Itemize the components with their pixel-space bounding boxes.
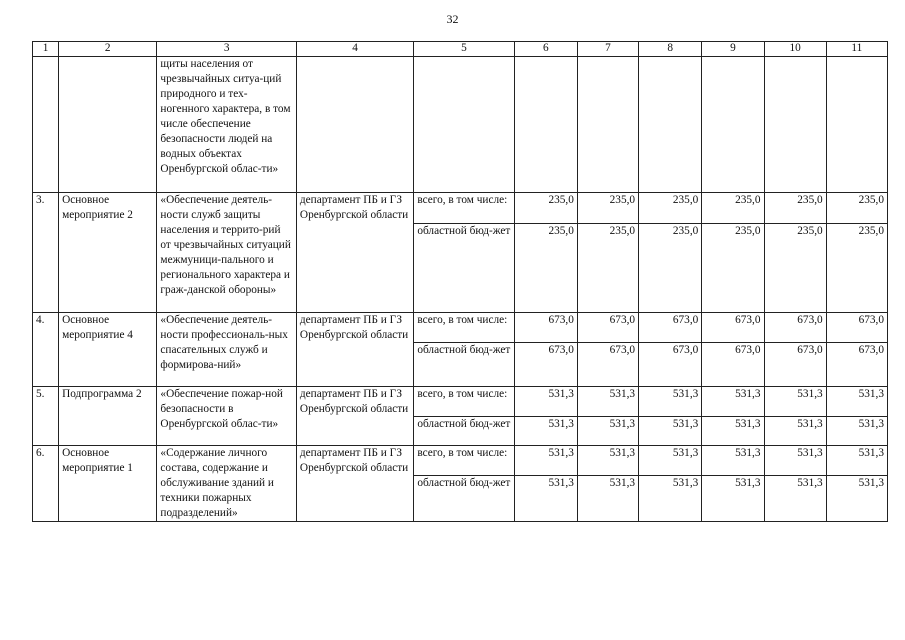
column-header: 6 [514, 42, 577, 57]
value-cell: 235,0 [639, 224, 702, 313]
column-header: 5 [414, 42, 514, 57]
value-cell: 673,0 [764, 313, 826, 343]
total-label: всего, в том числе: [414, 193, 514, 224]
row-number: 6. [33, 446, 59, 522]
value-cell: 235,0 [702, 193, 764, 224]
row-type: Подпрограмма 2 [59, 387, 157, 446]
program-table [32, 41, 888, 522]
column-header: 3 [157, 42, 296, 57]
value-cell: 673,0 [702, 313, 764, 343]
table-row [33, 446, 888, 476]
row-department: департамент ПБ и ГЗ Оренбургской области [296, 313, 413, 387]
value-cell: 235,0 [577, 224, 638, 313]
value-cell: 673,0 [639, 313, 702, 343]
value-cell: 235,0 [514, 224, 577, 313]
value-cell: 235,0 [764, 224, 826, 313]
row-type: Основное мероприятие 4 [59, 313, 157, 387]
table-row [33, 387, 888, 417]
budget-label: областной бюд-жет [414, 343, 514, 387]
value-cell: 531,3 [702, 476, 764, 522]
row-name: «Обеспечение деятель-ности служб защиты населения и террито-рий от чрезвычайных ситуаций межмуници-пального и регионального характера и граж-данской обороны» [157, 193, 296, 313]
row-name: «Содержание личного состава, содержание и обслуживание зданий и техники пожарных подразделений» [157, 446, 296, 522]
value-cell: 673,0 [514, 313, 577, 343]
value-cell: 673,0 [764, 343, 826, 387]
value-cell: 673,0 [826, 313, 887, 343]
value-cell: 531,3 [826, 387, 887, 417]
row-type: Основное мероприятие 1 [59, 446, 157, 522]
value-cell: 235,0 [764, 193, 826, 224]
row-name: «Обеспечение деятель-ности профессиональ-ных спасательных служб и формирова-ний» [157, 313, 296, 387]
value-cell: 531,3 [826, 446, 887, 476]
value-cell: 673,0 [514, 343, 577, 387]
value-cell: 531,3 [826, 476, 887, 522]
budget-label: областной бюд-жет [414, 417, 514, 446]
value-cell: 673,0 [702, 343, 764, 387]
value-cell: 531,3 [826, 417, 887, 446]
column-header: 10 [764, 42, 826, 57]
value-cell: 531,3 [577, 446, 638, 476]
column-header: 4 [296, 42, 413, 57]
budget-label: областной бюд-жет [414, 476, 514, 522]
continuation-text: щиты населения от чрезвычайных ситуа-ций природного и тех-ногенного характера, в том числе обеспечение безопасности людей на водных объектах Оренбургской облас-ти» [157, 57, 296, 193]
row-department: департамент ПБ и ГЗ Оренбургской области [296, 446, 413, 522]
value-cell: 531,3 [764, 387, 826, 417]
value-cell: 531,3 [639, 417, 702, 446]
continuation-row [33, 57, 888, 193]
value-cell: 531,3 [639, 476, 702, 522]
column-header: 1 [33, 42, 59, 57]
value-cell: 531,3 [764, 417, 826, 446]
value-cell: 531,3 [514, 476, 577, 522]
total-label: всего, в том числе: [414, 387, 514, 417]
value-cell: 531,3 [702, 417, 764, 446]
value-cell: 531,3 [577, 417, 638, 446]
value-cell: 235,0 [826, 193, 887, 224]
column-header: 2 [59, 42, 157, 57]
value-cell: 235,0 [702, 224, 764, 313]
value-cell: 531,3 [702, 446, 764, 476]
row-department: департамент ПБ и ГЗ Оренбургской области [296, 387, 413, 446]
total-label: всего, в том числе: [414, 313, 514, 343]
value-cell: 531,3 [577, 476, 638, 522]
row-department: департамент ПБ и ГЗ Оренбургской области [296, 193, 413, 313]
table-row [33, 313, 888, 343]
value-cell: 235,0 [514, 193, 577, 224]
total-label: всего, в том числе: [414, 446, 514, 476]
value-cell: 531,3 [639, 446, 702, 476]
value-cell: 531,3 [514, 417, 577, 446]
value-cell: 531,3 [514, 446, 577, 476]
value-cell: 531,3 [514, 387, 577, 417]
budget-label: областной бюд-жет [414, 224, 514, 313]
column-header: 11 [826, 42, 887, 57]
column-header: 9 [702, 42, 764, 57]
value-cell: 673,0 [577, 343, 638, 387]
value-cell: 531,3 [764, 476, 826, 522]
value-cell: 531,3 [764, 446, 826, 476]
row-number: 5. [33, 387, 59, 446]
value-cell: 235,0 [639, 193, 702, 224]
row-name: «Обеспечение пожар-ной безопасности в Оренбургской облас-ти» [157, 387, 296, 446]
value-cell: 673,0 [577, 313, 638, 343]
value-cell: 235,0 [826, 224, 887, 313]
column-header: 8 [639, 42, 702, 57]
row-number: 3. [33, 193, 59, 313]
page-number: 32 [446, 12, 459, 26]
value-cell: 531,3 [702, 387, 764, 417]
row-type: Основное мероприятие 2 [59, 193, 157, 313]
value-cell: 531,3 [639, 387, 702, 417]
column-header: 7 [577, 42, 638, 57]
row-number: 4. [33, 313, 59, 387]
header-row [33, 42, 888, 57]
table-row [33, 193, 888, 224]
value-cell: 673,0 [826, 343, 887, 387]
value-cell: 235,0 [577, 193, 638, 224]
value-cell: 673,0 [639, 343, 702, 387]
value-cell: 531,3 [577, 387, 638, 417]
